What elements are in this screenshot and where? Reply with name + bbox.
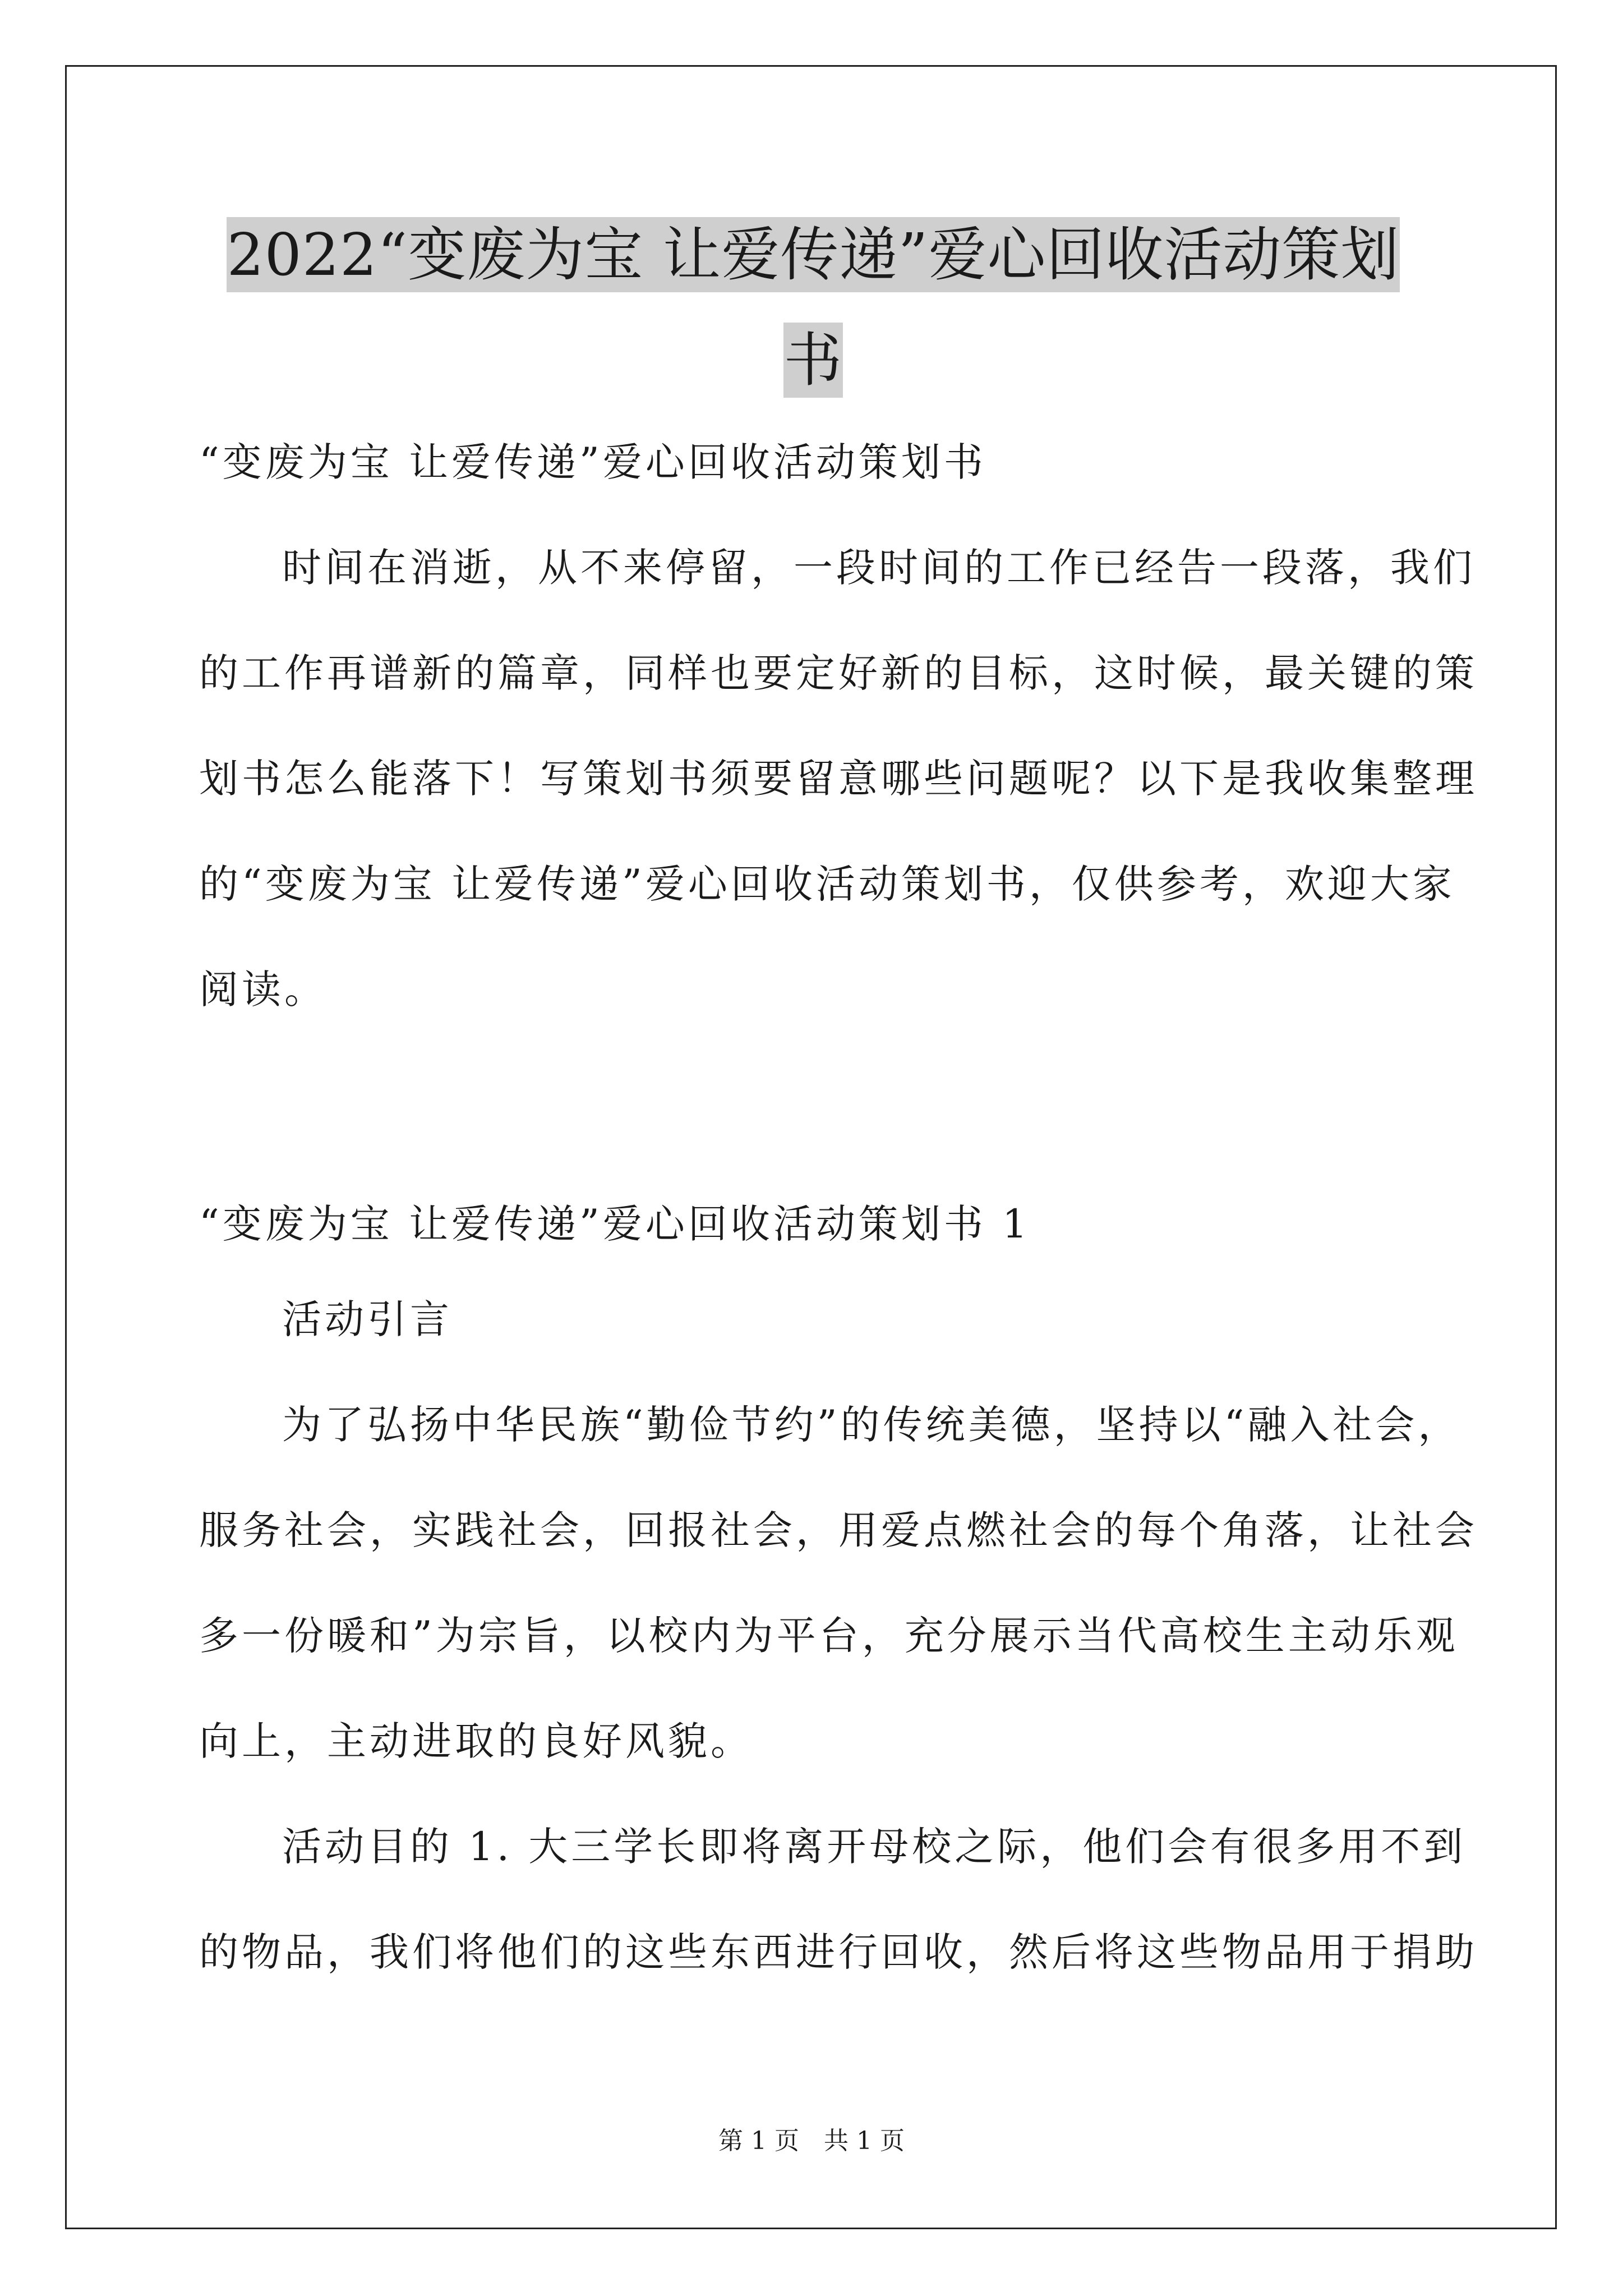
intro-paragraph (199, 515, 1478, 1042)
intro-line: 划书怎么能落下！写策划书须要留意哪些问题呢？以下是我收集整理 (199, 756, 1478, 802)
activity-intro-heading (199, 1267, 1427, 1372)
activity-intro-line: 为了弘扬中华民族“勤俭节约”的传统美德，坚持以“融入社会， (282, 1402, 1461, 1448)
activity-goal-line: 活动目的 1. 大三学长即将离开母校之际，他们会有很多用不到 (282, 1824, 1467, 1870)
intro-line: 的“变废为宝 让爱传递”爱心回收活动策划书，仅供参考，欢迎大家 (199, 861, 1455, 907)
intro-line: 时间在消逝，从不来停留，一段时间的工作已经告一段落，我们 (282, 545, 1476, 591)
page-number: 第 1 页 共 1 页 (718, 2127, 905, 2155)
activity-intro-paragraph (199, 1372, 1478, 1794)
activity-intro-line: 服务社会，实践社会，回报社会，用爱点燃社会的每个角落，让社会 (199, 1507, 1478, 1553)
subtitle-text: “变废为宝 让爱传递”爱心回收活动策划书 (199, 439, 986, 485)
intro-line: 的工作再谱新的篇章，同样也要定好新的目标，这时候，最关键的策 (199, 650, 1478, 696)
activity-goal-paragraph (199, 1794, 1478, 2005)
document-title (191, 202, 1436, 413)
activity-intro-heading-text: 活动引言 (282, 1296, 453, 1342)
page-footer (0, 2120, 1623, 2156)
activity-intro-line: 向上，主动进取的良好风貌。 (199, 1718, 753, 1764)
section-heading (199, 1171, 1427, 1277)
intro-line: 阅读。 (199, 967, 327, 1013)
activity-intro-line: 多一份暖和”为宗旨，以校内为平台，充分展示当代高校生主动乐观 (199, 1613, 1459, 1659)
title-line-1: 2022“变废为宝 让爱传递”爱心回收活动策划 (227, 217, 1399, 292)
activity-goal-line: 的物品，我们将他们的这些东西进行回收，然后将这些物品用于捐助 (199, 1929, 1478, 1975)
section-heading-text: “变废为宝 让爱传递”爱心回收活动策划书 1 (199, 1201, 1031, 1247)
subtitle (199, 409, 1427, 515)
title-line-2: 书 (783, 323, 842, 398)
